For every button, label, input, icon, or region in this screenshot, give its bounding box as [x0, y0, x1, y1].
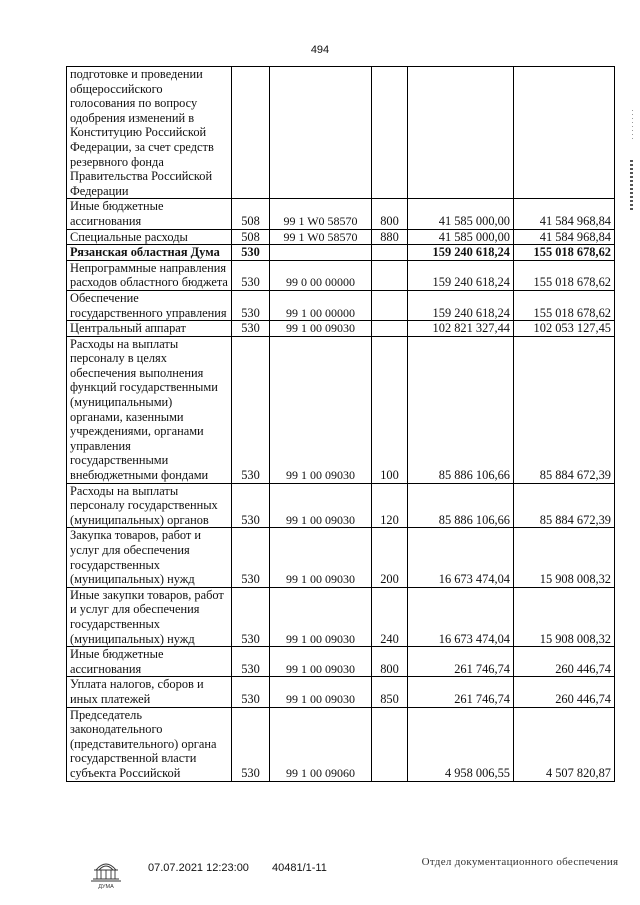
cell-dept-code: 508: [232, 199, 270, 229]
cell-target-article: 99 1 00 09030: [270, 321, 372, 337]
cell-name: Специальные расходы: [67, 229, 232, 245]
cell-planned-amount: 159 240 618,24: [408, 260, 514, 290]
cell-dept-code: 530: [232, 321, 270, 337]
cell-expense-type: 120: [372, 483, 408, 528]
cell-dept-code: 530: [232, 587, 270, 646]
margin-mark: [632, 110, 633, 140]
cell-expense-type: 850: [372, 677, 408, 707]
cell-planned-amount: [408, 67, 514, 199]
department-stamp: Отдел документационного обеспечения: [421, 856, 619, 868]
cell-target-article: 99 1 00 09060: [270, 707, 372, 781]
cell-target-article: [270, 67, 372, 199]
table-row: [67, 229, 615, 245]
cell-executed-amount: 260 446,74: [514, 677, 615, 707]
table-row: [67, 707, 615, 781]
table-row: [67, 290, 615, 320]
cell-name: Иные бюджетные ассигнования: [67, 647, 232, 677]
cell-expense-type: 800: [372, 199, 408, 229]
cell-expense-type: 200: [372, 528, 408, 587]
cell-executed-amount: 4 507 820,87: [514, 707, 615, 781]
table-row: [67, 245, 615, 261]
cell-expense-type: 880: [372, 229, 408, 245]
cell-dept-code: [232, 67, 270, 199]
cell-executed-amount: 102 053 127,45: [514, 321, 615, 337]
cell-executed-amount: 155 018 678,62: [514, 260, 615, 290]
cell-name: Обеспечение государственного управления: [67, 290, 232, 320]
cell-name: Непрограммные направления расходов областного бюджета: [67, 260, 232, 290]
footer: [0, 858, 640, 898]
cell-planned-amount: 85 886 106,66: [408, 336, 514, 483]
cell-expense-type: [372, 67, 408, 199]
budget-table-body: [67, 67, 615, 782]
cell-target-article: 99 1 00 09030: [270, 647, 372, 677]
cell-target-article: 99 1 00 00000: [270, 290, 372, 320]
cell-executed-amount: 41 584 968,84: [514, 229, 615, 245]
cell-dept-code: 530: [232, 483, 270, 528]
cell-planned-amount: 85 886 106,66: [408, 483, 514, 528]
cell-executed-amount: 85 884 672,39: [514, 483, 615, 528]
cell-planned-amount: 16 673 474,04: [408, 587, 514, 646]
cell-name: Закупка товаров, работ и услуг для обеспечения государственных (муниципальных) нужд: [67, 528, 232, 587]
cell-executed-amount: 260 446,74: [514, 647, 615, 677]
cell-executed-amount: [514, 67, 615, 199]
cell-dept-code: 530: [232, 707, 270, 781]
cell-dept-code: 530: [232, 336, 270, 483]
cell-name: Председатель законодательного (представительного) органа государственной власти субъекта Российской: [67, 707, 232, 781]
cell-expense-type: [372, 290, 408, 320]
page-number: 494: [310, 44, 330, 56]
cell-dept-code: 530: [232, 290, 270, 320]
cell-planned-amount: 102 821 327,44: [408, 321, 514, 337]
cell-executed-amount: 15 908 008,32: [514, 587, 615, 646]
cell-name: Рязанская областная Дума: [67, 245, 232, 261]
table-row: [67, 336, 615, 483]
cell-dept-code: 530: [232, 245, 270, 261]
cell-planned-amount: 261 746,74: [408, 677, 514, 707]
table-row: [67, 677, 615, 707]
table-row: [67, 260, 615, 290]
logo-text: ДУМА: [98, 884, 114, 890]
margin-mark: [630, 160, 633, 210]
cell-expense-type: [372, 260, 408, 290]
cell-target-article: [270, 245, 372, 261]
table-row: [67, 647, 615, 677]
cell-expense-type: [372, 321, 408, 337]
cell-name: Уплата налогов, сборов и иных платежей: [67, 677, 232, 707]
cell-dept-code: 530: [232, 677, 270, 707]
cell-target-article: 99 1 W0 58570: [270, 229, 372, 245]
table-row: [67, 587, 615, 646]
cell-target-article: 99 1 00 09030: [270, 528, 372, 587]
cell-executed-amount: 85 884 672,39: [514, 336, 615, 483]
stamp-date: 07.07.2021 12:23:00: [148, 862, 249, 874]
table-row: [67, 528, 615, 587]
cell-planned-amount: 4 958 006,55: [408, 707, 514, 781]
cell-dept-code: 530: [232, 528, 270, 587]
cell-expense-type: 800: [372, 647, 408, 677]
cell-target-article: 99 0 00 00000: [270, 260, 372, 290]
table-row: [67, 321, 615, 337]
cell-expense-type: [372, 245, 408, 261]
cell-dept-code: 530: [232, 647, 270, 677]
cell-planned-amount: 159 240 618,24: [408, 245, 514, 261]
cell-planned-amount: 16 673 474,04: [408, 528, 514, 587]
cell-planned-amount: 41 585 000,00: [408, 199, 514, 229]
cell-executed-amount: 41 584 968,84: [514, 199, 615, 229]
cell-name: Иные бюджетные ассигнования: [67, 199, 232, 229]
table-row: [67, 67, 615, 199]
cell-target-article: 99 1 00 09030: [270, 587, 372, 646]
cell-expense-type: 240: [372, 587, 408, 646]
cell-target-article: 99 1 W0 58570: [270, 199, 372, 229]
cell-name: Иные закупки товаров, работ и услуг для обеспечения государственных (муниципальных) нужд: [67, 587, 232, 646]
table-row: [67, 483, 615, 528]
cell-name: Центральный аппарат: [67, 321, 232, 337]
cell-name: подготовке и проведении общероссийского голосования по вопросу одобрения изменений в Конституцию Российской Федерации, за счет средств резервного фонда Правительства Российской Федерации: [67, 67, 232, 199]
cell-target-article: 99 1 00 09030: [270, 677, 372, 707]
cell-executed-amount: 15 908 008,32: [514, 528, 615, 587]
cell-target-article: 99 1 00 09030: [270, 336, 372, 483]
stamp-doc-number: 40481/1-11: [272, 862, 327, 874]
budget-table: [66, 66, 615, 782]
cell-dept-code: 508: [232, 229, 270, 245]
cell-executed-amount: 155 018 678,62: [514, 245, 615, 261]
cell-planned-amount: 41 585 000,00: [408, 229, 514, 245]
cell-target-article: 99 1 00 09030: [270, 483, 372, 528]
cell-dept-code: 530: [232, 260, 270, 290]
table-row: [67, 199, 615, 229]
cell-expense-type: [372, 707, 408, 781]
duma-emblem-icon: [88, 856, 124, 890]
cell-planned-amount: 159 240 618,24: [408, 290, 514, 320]
cell-expense-type: 100: [372, 336, 408, 483]
cell-planned-amount: 261 746,74: [408, 647, 514, 677]
cell-name: Расходы на выплаты персоналу государственных (муниципальных) органов: [67, 483, 232, 528]
cell-name: Расходы на выплаты персоналу в целях обеспечения выполнения функций государственными (муниципальными) органами, казенными учреждениями, органами управления государственными внебюджетными фондами: [67, 336, 232, 483]
cell-executed-amount: 155 018 678,62: [514, 290, 615, 320]
